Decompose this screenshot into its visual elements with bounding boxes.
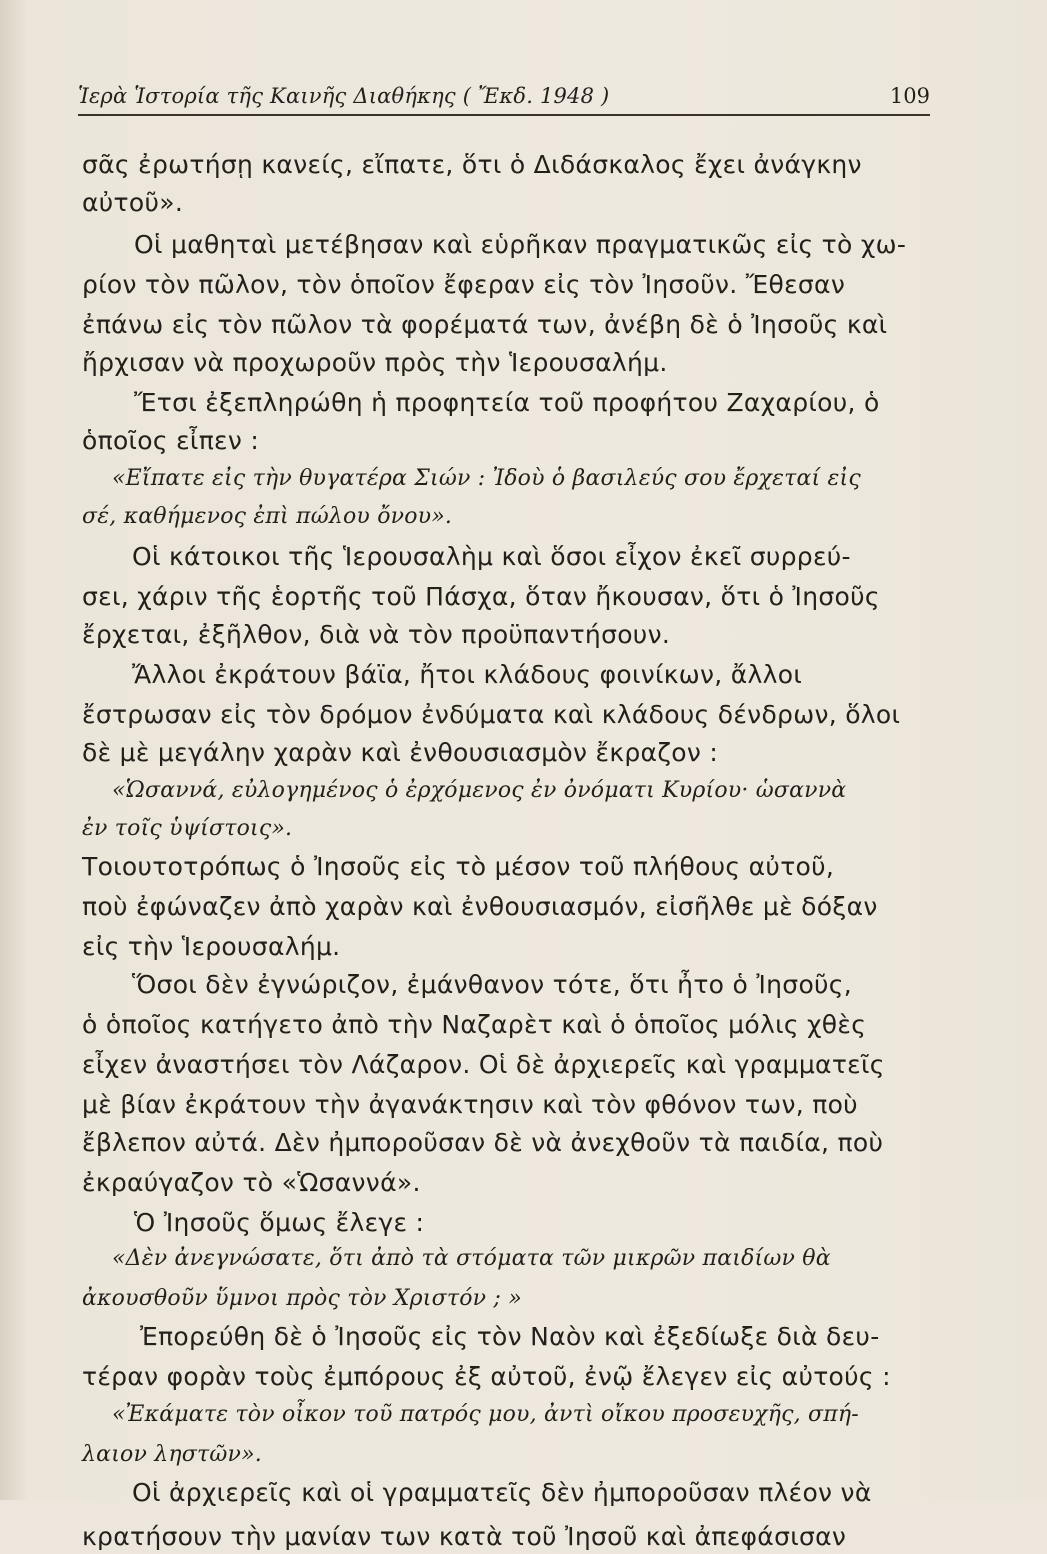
- quote-line: σέ, καθήμενος ἐπὶ πώλου ὄνου».: [82, 504, 453, 529]
- text-line: Ἄλλοι ἐκράτουν βάϊα, ἤτοι κλάδους φοινίκων, ἄλλοι: [132, 660, 803, 689]
- text-line: δὲ μὲ μεγάλην χαρὰν καὶ ἐνθουσιασμὸν ἔκραζον :: [82, 738, 719, 767]
- text-line: ρίον τὸν πῶλον, τὸν ὁποῖον ἔφεραν εἰς τὸν Ἰησοῦν. Ἔθεσαν: [82, 270, 846, 299]
- text-line: Οἱ κάτοικοι τῆς Ἱερουσαλὴμ καὶ ὅσοι εἶχον ἐκεῖ συρρεύ-: [132, 542, 851, 571]
- text-line: ἤρχισαν νὰ προχωροῦν πρὸς τὴν Ἱερουσαλήμ.: [82, 348, 668, 377]
- text-line: ἔστρωσαν εἰς τὸν δρόμον ἐνδύματα καὶ κλάδους δένδρων, ὅλοι: [82, 700, 901, 729]
- text-line: Οἱ μαθηταὶ μετέβησαν καὶ εὑρῆκαν πραγματικῶς εἰς τὸ χω-: [134, 230, 907, 259]
- text-line: ἔβλεπον αὐτά. Δὲν ἠμποροῦσαν δὲ νὰ ἀνεχθοῦν τὰ παιδία, ποὺ: [82, 1128, 884, 1157]
- text-line: Ὅσοι δὲν ἐγνώριζον, ἐμάνθανον τότε, ὅτι ἦτο ὁ Ἰησοῦς,: [132, 970, 853, 999]
- text-line: ἐκραύγαζον τὸ «Ὡσαννά».: [82, 1168, 421, 1197]
- text-line: ποὺ ἐφώναζεν ἀπὸ χαρὰν καὶ ἐνθουσιασμόν, εἰσῆλθε μὲ δόξαν: [82, 892, 878, 921]
- text-line: ἔρχεται, ἐξῆλθον, διὰ νὰ τὸν προϋπαντήσουν.: [82, 620, 671, 649]
- text-line: εἰς τὴν Ἱερουσαλήμ.: [82, 932, 341, 961]
- quote-line: «Δὲν ἀνεγνώσατε, ὅτι ἀπὸ τὰ στόματα τῶν μικρῶν παιδίων θὰ: [112, 1246, 831, 1271]
- page-header: [78, 74, 930, 116]
- quote-line: «Εἴπατε εἰς τὴν θυγατέρα Σιών : Ἰδοὺ ὁ βασιλεύς σου ἔρχεταί εἰς: [112, 466, 861, 491]
- quote-line: ἀκουσθοῦν ὕμνοι πρὸς τὸν Χριστόν ; »: [82, 1286, 522, 1311]
- quote-line: λαιον ληστῶν».: [82, 1442, 262, 1467]
- text-line: κρατήσουν τὴν μανίαν των κατὰ τοῦ Ἰησοῦ καὶ ἀπεφάσισαν: [82, 1522, 847, 1551]
- text-line: εἶχεν ἀναστήσει τὸν Λάζαρον. Οἱ δὲ ἀρχιερεῖς καὶ γραμματεῖς: [82, 1050, 885, 1079]
- text-line: Ἔτσι ἐξεπληρώθη ἡ προφητεία τοῦ προφήτου Ζαχαρίου, ὁ: [134, 388, 880, 417]
- text-line: Τοιουτοτρόπως ὁ Ἰησοῦς εἰς τὸ μέσον τοῦ πλήθους αὐτοῦ,: [82, 852, 835, 881]
- text-line: σει, χάριν τῆς ἑορτῆς τοῦ Πάσχα, ὅταν ἤκουσαν, ὅτι ὁ Ἰησοῦς: [82, 582, 880, 611]
- text-line: αὐτοῦ».: [82, 188, 184, 217]
- text-line: Ὁ Ἰησοῦς ὅμως ἔλεγε :: [134, 1208, 425, 1237]
- text-line: Οἱ ἀρχιερεῖς καὶ οἱ γραμματεῖς δὲν ἠμποροῦσαν πλέον νὰ: [132, 1478, 872, 1507]
- text-line: τέραν φορὰν τοὺς ἐμπόρους ἐξ αὐτοῦ, ἐνῷ ἔλεγεν εἰς αὐτούς :: [82, 1362, 891, 1391]
- quote-line: «Ἐκάματε τὸν οἶκον τοῦ πατρός μου, ἀντὶ οἴκου προσευχῆς, σπή-: [112, 1402, 859, 1427]
- text-line: ὁ ὁποῖος κατήγετο ἀπὸ τὴν Ναζαρὲτ καὶ ὁ ὁποῖος μόλις χθὲς: [82, 1010, 867, 1039]
- text-line: ὁποῖος εἶπεν :: [82, 426, 260, 455]
- running-title: Ἱερὰ Ἱστορία τῆς Καινῆς Διαθήκης ( Ἔκδ. 1948 ): [78, 84, 610, 108]
- quote-line: «Ὡσαννά, εὐλογημένος ὁ ἐρχόμενος ἐν ὀνόματι Κυρίου· ὡσαννὰ: [112, 778, 847, 803]
- text-line: σᾶς ἐρωτήσῃ κανείς, εἴπατε, ὅτι ὁ Διδάσκαλος ἔχει ἀνάγκην: [82, 150, 862, 179]
- text-line: μὲ βίαν ἐκράτουν τὴν ἀγανάκτησιν καὶ τὸν φθόνον των, ποὺ: [82, 1090, 858, 1119]
- text-line: ἐπάνω εἰς τὸν πῶλον τὰ φορέματά των, ἀνέβη δὲ ὁ Ἰησοῦς καὶ: [82, 310, 888, 339]
- quote-line: ἐν τοῖς ὑψίστοις».: [82, 816, 293, 841]
- page-number: 109: [889, 84, 930, 108]
- text-line: Ἐπορεύθη δὲ ὁ Ἰησοῦς εἰς τὸν Ναὸν καὶ ἐξεδίωξε διὰ δευ-: [140, 1322, 880, 1351]
